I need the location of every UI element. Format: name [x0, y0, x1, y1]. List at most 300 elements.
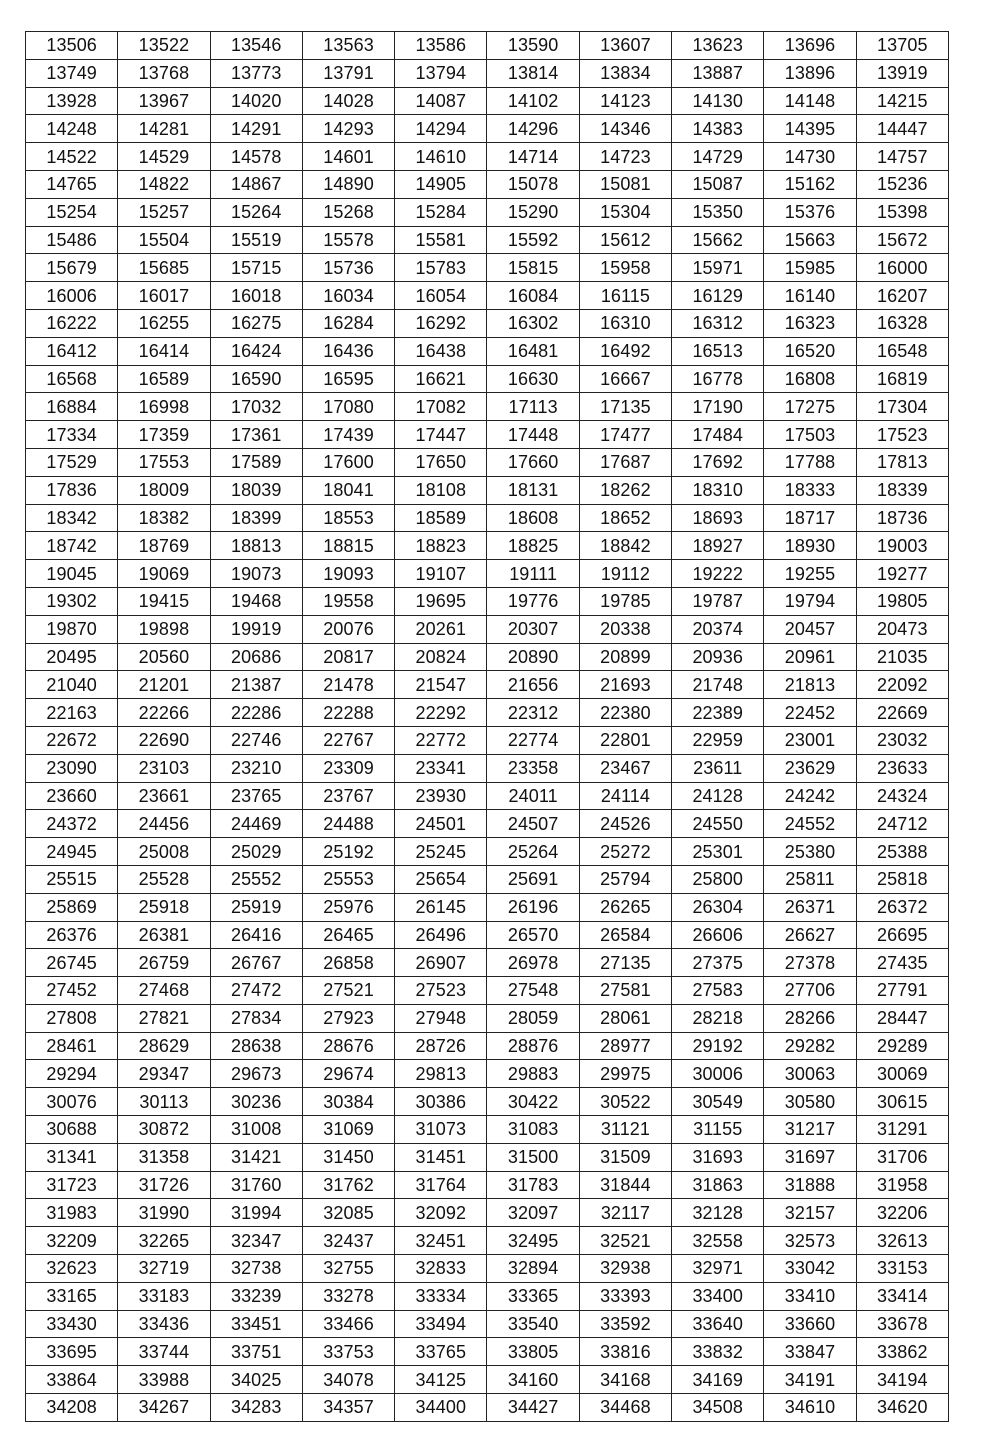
table-cell: 29294	[26, 1060, 118, 1088]
table-cell: 18262	[579, 476, 671, 504]
table-cell: 22746	[210, 726, 302, 754]
table-cell: 23103	[118, 754, 210, 782]
table-cell: 26371	[764, 893, 856, 921]
table-cell: 30236	[210, 1088, 302, 1116]
table-cell: 14578	[210, 143, 302, 171]
table-cell: 32573	[764, 1227, 856, 1255]
table-cell: 31844	[579, 1171, 671, 1199]
table-cell: 33414	[856, 1282, 948, 1310]
table-cell: 20076	[302, 615, 394, 643]
table-cell: 33451	[210, 1310, 302, 1338]
table-cell: 33334	[395, 1282, 487, 1310]
table-cell: 32738	[210, 1255, 302, 1283]
table-cell: 33660	[764, 1310, 856, 1338]
table-cell: 33695	[26, 1338, 118, 1366]
table-cell: 14294	[395, 115, 487, 143]
table-cell: 13563	[302, 32, 394, 60]
table-cell: 17448	[487, 421, 579, 449]
table-cell: 14395	[764, 115, 856, 143]
table-cell: 19277	[856, 560, 948, 588]
table-cell: 24552	[764, 810, 856, 838]
table-cell: 15284	[395, 198, 487, 226]
table-cell: 29192	[672, 1032, 764, 1060]
table-cell: 17788	[764, 448, 856, 476]
table-cell: 13607	[579, 32, 671, 60]
table-cell: 23660	[26, 782, 118, 810]
table-cell: 14522	[26, 143, 118, 171]
table-cell: 15290	[487, 198, 579, 226]
table-cell: 26606	[672, 921, 764, 949]
table-cell: 31500	[487, 1143, 579, 1171]
table-cell: 23629	[764, 754, 856, 782]
table-cell: 13896	[764, 59, 856, 87]
table-cell: 14383	[672, 115, 764, 143]
table-cell: 13794	[395, 59, 487, 87]
table-cell: 26978	[487, 949, 579, 977]
table-cell: 33540	[487, 1310, 579, 1338]
table-cell: 16424	[210, 337, 302, 365]
table-cell: 23661	[118, 782, 210, 810]
table-cell: 32755	[302, 1255, 394, 1283]
table-cell: 16222	[26, 309, 118, 337]
table-cell: 32265	[118, 1227, 210, 1255]
table-cell: 20307	[487, 615, 579, 643]
table-row	[26, 754, 949, 782]
table-cell: 23467	[579, 754, 671, 782]
table-cell: 16054	[395, 282, 487, 310]
table-cell: 26627	[764, 921, 856, 949]
table-row	[26, 476, 949, 504]
table-cell: 22288	[302, 699, 394, 727]
table-cell: 15715	[210, 254, 302, 282]
table-cell: 16998	[118, 393, 210, 421]
table-cell: 24712	[856, 810, 948, 838]
table-cell: 18842	[579, 532, 671, 560]
table-cell: 13967	[118, 87, 210, 115]
table-cell: 14447	[856, 115, 948, 143]
table-cell: 25800	[672, 865, 764, 893]
table-cell: 32451	[395, 1227, 487, 1255]
table-cell: 31723	[26, 1171, 118, 1199]
table-row	[26, 87, 949, 115]
table-cell: 33400	[672, 1282, 764, 1310]
table-cell: 16412	[26, 337, 118, 365]
table-cell: 25869	[26, 893, 118, 921]
table-cell: 19558	[302, 587, 394, 615]
table-cell: 21201	[118, 671, 210, 699]
table-cell: 31958	[856, 1171, 948, 1199]
table-cell: 33466	[302, 1310, 394, 1338]
table-cell: 24469	[210, 810, 302, 838]
table-cell: 24128	[672, 782, 764, 810]
table-cell: 31073	[395, 1116, 487, 1144]
table-cell: 13749	[26, 59, 118, 87]
table-cell: 32623	[26, 1255, 118, 1283]
table-cell: 19776	[487, 587, 579, 615]
table-cell: 14102	[487, 87, 579, 115]
table-row	[26, 198, 949, 226]
table-row	[26, 1060, 949, 1088]
table-cell: 30384	[302, 1088, 394, 1116]
table-cell: 19045	[26, 560, 118, 588]
table-cell: 26416	[210, 921, 302, 949]
table-cell: 25691	[487, 865, 579, 893]
table-cell: 28977	[579, 1032, 671, 1060]
table-cell: 33765	[395, 1338, 487, 1366]
table-cell: 33744	[118, 1338, 210, 1366]
table-cell: 14822	[118, 170, 210, 198]
table-row	[26, 254, 949, 282]
table-cell: 26570	[487, 921, 579, 949]
table-cell: 20899	[579, 643, 671, 671]
table-cell: 26304	[672, 893, 764, 921]
table-cell: 24372	[26, 810, 118, 838]
table-cell: 18399	[210, 504, 302, 532]
table-cell: 14867	[210, 170, 302, 198]
table-cell: 14087	[395, 87, 487, 115]
table-cell: 23001	[764, 726, 856, 754]
table-cell: 27706	[764, 977, 856, 1005]
table-cell: 30076	[26, 1088, 118, 1116]
table-cell: 14028	[302, 87, 394, 115]
table-cell: 31341	[26, 1143, 118, 1171]
table-cell: 16018	[210, 282, 302, 310]
table-cell: 15264	[210, 198, 302, 226]
table-cell: 33042	[764, 1255, 856, 1283]
table-cell: 34267	[118, 1394, 210, 1422]
table-cell: 18815	[302, 532, 394, 560]
table-cell: 20457	[764, 615, 856, 643]
table-cell: 32495	[487, 1227, 579, 1255]
table-cell: 24945	[26, 838, 118, 866]
table-cell: 28266	[764, 1004, 856, 1032]
table-cell: 22801	[579, 726, 671, 754]
table-cell: 16819	[856, 365, 948, 393]
table-cell: 16520	[764, 337, 856, 365]
table-cell: 16323	[764, 309, 856, 337]
table-cell: 24242	[764, 782, 856, 810]
table-cell: 31983	[26, 1199, 118, 1227]
table-cell: 33153	[856, 1255, 948, 1283]
table-cell: 29347	[118, 1060, 210, 1088]
table-cell: 31450	[302, 1143, 394, 1171]
table-cell: 31706	[856, 1143, 948, 1171]
table-cell: 27472	[210, 977, 302, 1005]
table-cell: 29883	[487, 1060, 579, 1088]
table-cell: 21035	[856, 643, 948, 671]
table-cell: 17692	[672, 448, 764, 476]
table-cell: 23765	[210, 782, 302, 810]
table-cell: 31291	[856, 1116, 948, 1144]
table-cell: 20261	[395, 615, 487, 643]
table-cell: 18825	[487, 532, 579, 560]
table-cell: 31121	[579, 1116, 671, 1144]
table-cell: 29674	[302, 1060, 394, 1088]
table-cell: 26695	[856, 921, 948, 949]
table-cell: 31155	[672, 1116, 764, 1144]
table-cell: 14905	[395, 170, 487, 198]
table-cell: 33847	[764, 1338, 856, 1366]
table-cell: 23358	[487, 754, 579, 782]
table-cell: 20686	[210, 643, 302, 671]
table-cell: 19302	[26, 587, 118, 615]
table-cell: 15304	[579, 198, 671, 226]
table-cell: 16621	[395, 365, 487, 393]
table-cell: 33862	[856, 1338, 948, 1366]
table-cell: 18131	[487, 476, 579, 504]
table-row	[26, 587, 949, 615]
table-cell: 15592	[487, 226, 579, 254]
table-cell: 15254	[26, 198, 118, 226]
table-cell: 34078	[302, 1366, 394, 1394]
table-cell: 33165	[26, 1282, 118, 1310]
table-row	[26, 1227, 949, 1255]
table-cell: 19003	[856, 532, 948, 560]
table-cell: 25553	[302, 865, 394, 893]
table-cell: 15985	[764, 254, 856, 282]
table-cell: 17275	[764, 393, 856, 421]
table-cell: 16312	[672, 309, 764, 337]
table-row	[26, 560, 949, 588]
table-cell: 14601	[302, 143, 394, 171]
table-cell: 31069	[302, 1116, 394, 1144]
table-cell: 13791	[302, 59, 394, 87]
table-cell: 16548	[856, 337, 948, 365]
table-cell: 26759	[118, 949, 210, 977]
table-cell: 25811	[764, 865, 856, 893]
table-cell: 28876	[487, 1032, 579, 1060]
table-cell: 29813	[395, 1060, 487, 1088]
table-cell: 28447	[856, 1004, 948, 1032]
table-cell: 16207	[856, 282, 948, 310]
table-cell: 14346	[579, 115, 671, 143]
table-cell: 16492	[579, 337, 671, 365]
table-cell: 17503	[764, 421, 856, 449]
table-cell: 23611	[672, 754, 764, 782]
table-cell: 18717	[764, 504, 856, 532]
table-row	[26, 810, 949, 838]
table-cell: 33816	[579, 1338, 671, 1366]
table-cell: 29289	[856, 1032, 948, 1060]
table-cell: 16436	[302, 337, 394, 365]
table-cell: 25192	[302, 838, 394, 866]
table-cell: 17589	[210, 448, 302, 476]
table-cell: 19805	[856, 587, 948, 615]
table-cell: 16328	[856, 309, 948, 337]
table-cell: 17190	[672, 393, 764, 421]
table-cell: 16667	[579, 365, 671, 393]
table-cell: 14890	[302, 170, 394, 198]
table-cell: 15236	[856, 170, 948, 198]
table-cell: 32128	[672, 1199, 764, 1227]
table-cell: 13814	[487, 59, 579, 87]
table-cell: 20374	[672, 615, 764, 643]
table-cell: 25552	[210, 865, 302, 893]
table-cell: 16589	[118, 365, 210, 393]
table-row	[26, 1088, 949, 1116]
table-cell: 17484	[672, 421, 764, 449]
table-cell: 34427	[487, 1394, 579, 1422]
table-cell: 31421	[210, 1143, 302, 1171]
table-cell: 25918	[118, 893, 210, 921]
table-cell: 13773	[210, 59, 302, 87]
table-cell: 33183	[118, 1282, 210, 1310]
table-cell: 13928	[26, 87, 118, 115]
table-cell: 13546	[210, 32, 302, 60]
table-cell: 16481	[487, 337, 579, 365]
table-cell: 14296	[487, 115, 579, 143]
table-row	[26, 699, 949, 727]
table-row	[26, 532, 949, 560]
table-cell: 17523	[856, 421, 948, 449]
table-cell: 32938	[579, 1255, 671, 1283]
table-cell: 33678	[856, 1310, 948, 1338]
table-cell: 15350	[672, 198, 764, 226]
table-cell: 15958	[579, 254, 671, 282]
table-cell: 14730	[764, 143, 856, 171]
table-cell: 14729	[672, 143, 764, 171]
table-cell: 27834	[210, 1004, 302, 1032]
table-cell: 24011	[487, 782, 579, 810]
table-cell: 26584	[579, 921, 671, 949]
table-cell: 16084	[487, 282, 579, 310]
table-cell: 26372	[856, 893, 948, 921]
table-cell: 30422	[487, 1088, 579, 1116]
table-cell: 31509	[579, 1143, 671, 1171]
table-cell: 14757	[856, 143, 948, 171]
table-cell: 19919	[210, 615, 302, 643]
table-cell: 22389	[672, 699, 764, 727]
table-cell: 17080	[302, 393, 394, 421]
table-cell: 16115	[579, 282, 671, 310]
table-cell: 21040	[26, 671, 118, 699]
table-cell: 32085	[302, 1199, 394, 1227]
table-cell: 34191	[764, 1366, 856, 1394]
table-cell: 19695	[395, 587, 487, 615]
table-cell: 22163	[26, 699, 118, 727]
table-row	[26, 726, 949, 754]
table-cell: 18382	[118, 504, 210, 532]
table-cell: 19870	[26, 615, 118, 643]
table-cell: 31760	[210, 1171, 302, 1199]
table-cell: 25272	[579, 838, 671, 866]
table-cell: 16568	[26, 365, 118, 393]
table-cell: 28638	[210, 1032, 302, 1060]
table-cell: 31762	[302, 1171, 394, 1199]
table-cell: 33753	[302, 1338, 394, 1366]
table-cell: 25388	[856, 838, 948, 866]
table-cell: 32971	[672, 1255, 764, 1283]
table-cell: 26745	[26, 949, 118, 977]
table-cell: 22774	[487, 726, 579, 754]
table-cell: 34025	[210, 1366, 302, 1394]
table-cell: 22292	[395, 699, 487, 727]
table-cell: 21387	[210, 671, 302, 699]
table-cell: 16302	[487, 309, 579, 337]
table-cell: 17836	[26, 476, 118, 504]
table-cell: 13586	[395, 32, 487, 60]
table-cell: 27135	[579, 949, 671, 977]
table-cell: 13705	[856, 32, 948, 60]
table-row	[26, 1199, 949, 1227]
table-cell: 14610	[395, 143, 487, 171]
table-row	[26, 921, 949, 949]
table-row	[26, 977, 949, 1005]
table-row	[26, 309, 949, 337]
table-cell: 20824	[395, 643, 487, 671]
table-cell: 27581	[579, 977, 671, 1005]
table-cell: 33751	[210, 1338, 302, 1366]
table-row	[26, 1366, 949, 1394]
table-cell: 25528	[118, 865, 210, 893]
table-cell: 16284	[302, 309, 394, 337]
table-cell: 18108	[395, 476, 487, 504]
table-row	[26, 59, 949, 87]
table-cell: 26767	[210, 949, 302, 977]
table-cell: 34169	[672, 1366, 764, 1394]
table-cell: 34208	[26, 1394, 118, 1422]
table-cell: 28629	[118, 1032, 210, 1060]
table-cell: 33864	[26, 1366, 118, 1394]
table-cell: 33393	[579, 1282, 671, 1310]
table-cell: 17529	[26, 448, 118, 476]
table-cell: 34168	[579, 1366, 671, 1394]
table-row	[26, 393, 949, 421]
table-cell: 27435	[856, 949, 948, 977]
table-row	[26, 365, 949, 393]
table-cell: 31083	[487, 1116, 579, 1144]
table-cell: 18930	[764, 532, 856, 560]
table-cell: 15081	[579, 170, 671, 198]
table-cell: 27452	[26, 977, 118, 1005]
table-cell: 17361	[210, 421, 302, 449]
table-cell: 31990	[118, 1199, 210, 1227]
table-cell: 15662	[672, 226, 764, 254]
table-cell: 23341	[395, 754, 487, 782]
table-cell: 28461	[26, 1032, 118, 1060]
table-row	[26, 504, 949, 532]
table-cell: 27923	[302, 1004, 394, 1032]
table-cell: 19111	[487, 560, 579, 588]
table-cell: 16017	[118, 282, 210, 310]
table-cell: 30872	[118, 1116, 210, 1144]
table-cell: 16034	[302, 282, 394, 310]
table-cell: 17359	[118, 421, 210, 449]
table-cell: 33592	[579, 1310, 671, 1338]
table-cell: 16000	[856, 254, 948, 282]
table-cell: 22669	[856, 699, 948, 727]
table-cell: 13590	[487, 32, 579, 60]
table-cell: 25008	[118, 838, 210, 866]
table-cell: 15685	[118, 254, 210, 282]
table-cell: 33640	[672, 1310, 764, 1338]
table-cell: 22452	[764, 699, 856, 727]
table-cell: 20495	[26, 643, 118, 671]
table-cell: 32613	[856, 1227, 948, 1255]
table-cell: 15736	[302, 254, 394, 282]
table-cell: 16808	[764, 365, 856, 393]
table-cell: 27378	[764, 949, 856, 977]
table-row	[26, 1255, 949, 1283]
table-row	[26, 1394, 949, 1422]
table-cell: 16884	[26, 393, 118, 421]
table-cell: 34283	[210, 1394, 302, 1422]
table-cell: 26381	[118, 921, 210, 949]
table-cell: 30522	[579, 1088, 671, 1116]
table-cell: 30006	[672, 1060, 764, 1088]
table-cell: 27468	[118, 977, 210, 1005]
table-cell: 22672	[26, 726, 118, 754]
